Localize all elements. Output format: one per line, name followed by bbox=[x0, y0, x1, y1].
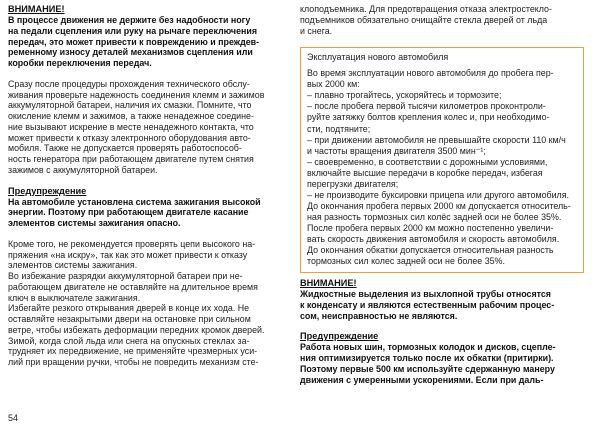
text-line: В процессе движения не держите без надобности ногу bbox=[8, 15, 251, 25]
text-line: включайте высшие передачи в коробке передач, избегая bbox=[307, 167, 543, 178]
text-line: руйте затяжку болтов крепления колес и, при необходимо- bbox=[307, 112, 550, 123]
new-car-info-box bbox=[300, 47, 584, 273]
text-line: – при движении автомобиля не превышайте скорости 110 км/ч bbox=[307, 134, 566, 145]
text-line: Избегайте резкого открывания дверей в конце их хода. Не bbox=[8, 303, 250, 314]
paragraph-battery bbox=[8, 79, 290, 176]
text-line: оставляйте незакрытыми двери на остановке при сильном bbox=[8, 314, 251, 324]
text-line: и частоты вращения двигателя 3500 мин⁻¹; bbox=[307, 145, 486, 156]
text-line: – после пробега первой тысячи километров проконтроли- bbox=[307, 101, 546, 112]
text-line: ная разность тормозных сил колёс задней оси не более 35%. bbox=[307, 211, 562, 222]
box-title: Эксплуатация нового автомобиля bbox=[307, 52, 449, 63]
text-line: Зимой, когда слой льда или снега на опускных стеклах за- bbox=[8, 335, 250, 346]
text-line: тормозных сил колес задней оси не более 35%. bbox=[307, 256, 505, 267]
text-line: Во время эксплуатации нового автомобиля до пробега пер- bbox=[307, 68, 554, 79]
paragraph-ignition-doors bbox=[8, 239, 290, 368]
text-line: Работа новых шин, тормозных колодок и дисков, сцепле- bbox=[300, 342, 556, 353]
text-line: на педали сцепления или руку на рычаге переключения bbox=[8, 25, 258, 36]
text-line: Кроме того, не рекомендуется проверять цепи высокого на- bbox=[8, 238, 256, 249]
text-line: ния оптимизируется только после их обкатки (притирки). bbox=[300, 353, 554, 364]
text-line: ветре, чтобы избежать деформации передних кромок дверей. bbox=[8, 324, 265, 335]
text-line: ние вызывают искрение в месте ненадежного контакта, что bbox=[8, 121, 254, 132]
text-line: к конденсату и являются естественным рабочим процес- bbox=[300, 299, 555, 310]
text-line: передач, это может привести к повреждению и преждев- bbox=[8, 36, 260, 47]
caution-text-right bbox=[300, 342, 592, 385]
text-line: клоподъемника. Для предотвращения отказа электростекло- bbox=[300, 4, 552, 14]
text-line: пряжения «на искру», так как это может привести к отказу bbox=[8, 249, 248, 260]
text-line: живания проверьте надежность соединения клемм и зажимов bbox=[8, 89, 265, 100]
right-column bbox=[300, 4, 592, 385]
warning-text-right bbox=[300, 289, 592, 321]
text-line: На автомобиле установлена система зажигания высокой bbox=[8, 196, 261, 207]
text-line: элементов системы зажигания. bbox=[8, 260, 138, 271]
text-line: сти, подтяните; bbox=[307, 123, 371, 134]
text-line: Поэтому первые 500 км используйте сдержанную манеру bbox=[300, 363, 555, 374]
text-line: и снега. bbox=[300, 25, 333, 36]
text-line: перегрузки двигателя; bbox=[307, 178, 399, 189]
page-number: 54 bbox=[8, 413, 19, 423]
text-line: ременному износу деталей механизмов сцепления или bbox=[8, 47, 253, 58]
text-line: Сразу после процедуры прохождения технического обслу- bbox=[8, 78, 250, 89]
text-line: ключ в выключателе зажигания. bbox=[8, 292, 141, 303]
text-line: мобиля. Также не допускается проверять работоспособ- bbox=[8, 143, 242, 154]
warning-text-left bbox=[8, 15, 290, 69]
text-line: Жидкостные выделения из выхлопной трубы относятся bbox=[300, 289, 551, 300]
text-line: До окончания обкатки допускается относительная разность bbox=[307, 245, 554, 256]
text-line: До окончания пробега первых 2000 км допускается относитель- bbox=[307, 200, 571, 211]
paragraph-window-regulator bbox=[300, 4, 592, 36]
warning-title-left: ВНИМАНИЕ! bbox=[8, 4, 65, 14]
text-line: – плавно трогайтесь, ускоряйтесь и тормозите; bbox=[307, 90, 502, 101]
text-line: сом, неисправностью не являются. bbox=[300, 310, 458, 321]
text-line: движения с умеренными ускорениями. Если при даль- bbox=[300, 374, 544, 385]
text-line: элементов системы зажигания опасно. bbox=[8, 218, 181, 228]
text-line: Во избежание разрядки аккумуляторной батареи при не- bbox=[8, 271, 243, 281]
text-line: трудняет их передвижение, не применяйте чрезмерных уси- bbox=[8, 346, 258, 357]
text-line: вать скорость движения автомобиля и скорость автомобиля. bbox=[307, 234, 560, 244]
caution-title-left: Предупреждение bbox=[8, 185, 87, 196]
caution-text-left bbox=[8, 197, 290, 229]
text-line: энергии. Поэтому при работающем двигателе касание bbox=[8, 207, 249, 218]
text-line: – своевременно, в соответствии с дорожными условиями, bbox=[307, 156, 548, 167]
left-column bbox=[8, 4, 290, 368]
text-line: ность генератора при работающем двигателе путем снятия bbox=[8, 154, 254, 164]
text-line: аккумуляторной батареи, наличия их смазки. Помните, что bbox=[8, 100, 252, 111]
text-line: может привести к отказу электронного оборудования авто- bbox=[8, 132, 251, 143]
text-line: окисление клемм и зажимов, а также ненадежное соедине- bbox=[8, 111, 254, 121]
text-line: вых 2000 км: bbox=[307, 79, 360, 90]
text-line: лий при вращении ручки, чтобы не повредить механизм сте- bbox=[8, 357, 259, 367]
text-line: работающем двигателе не оставляйте на длительное время bbox=[8, 281, 258, 292]
text-line: зажимов с аккумуляторной батареи. bbox=[8, 164, 158, 175]
text-line: После пробега первых 2000 км можно постепенно увеличи- bbox=[307, 222, 554, 233]
text-line: коробки переключения передач. bbox=[8, 58, 152, 68]
text-line: подъемников обязательно очищайте стекла дверей от льда bbox=[300, 14, 548, 25]
text-line: – не производите буксировки прицепа или другого автомобиля. bbox=[307, 189, 570, 200]
warning-title-right: ВНИМАНИЕ! bbox=[300, 278, 357, 289]
caution-title-right: Предупреждение bbox=[300, 331, 379, 342]
